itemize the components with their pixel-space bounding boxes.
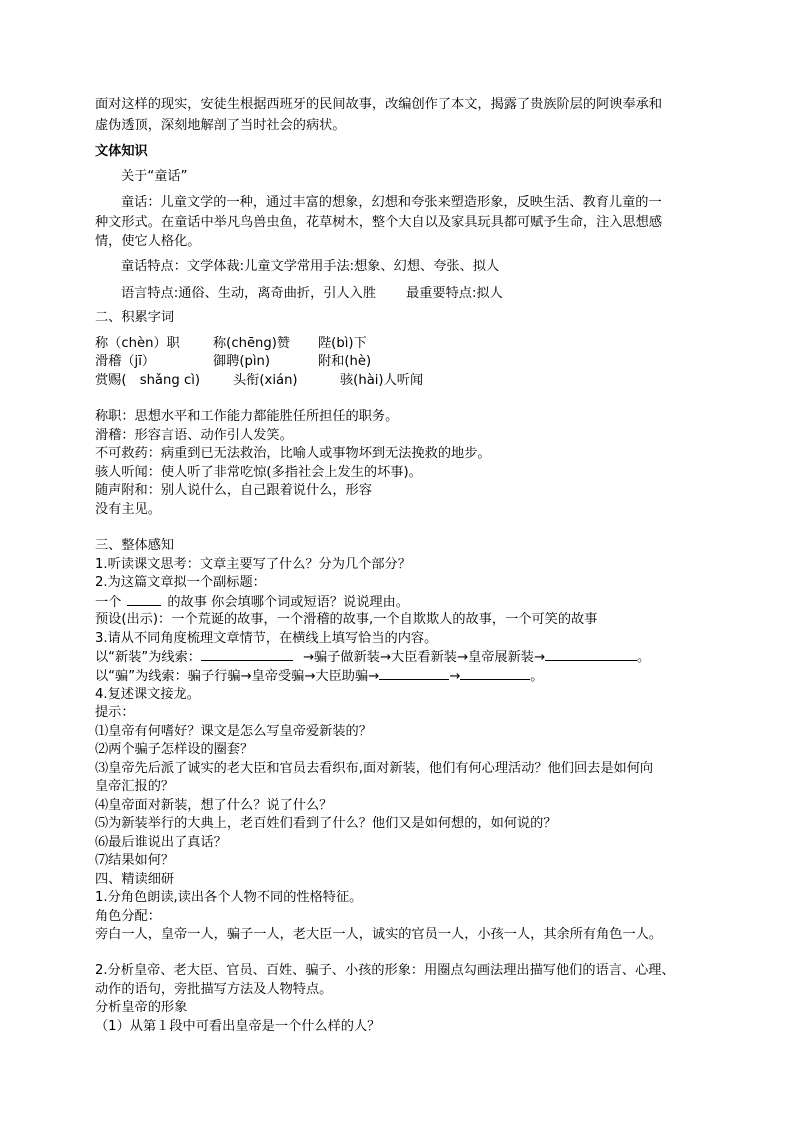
subtitle-suffix: 的故事 你会填哪个词或短语？说说理由。 (167, 595, 409, 610)
subtitle-prefix: 一个 (95, 595, 122, 610)
clue-new-clothes (95, 648, 650, 667)
vocab-definition: 随声附和：别人说什么，自己跟着说什么，形容 (95, 483, 372, 498)
overall-heading: 三、整体感知 (95, 538, 175, 553)
hint-item: ⑵两个骗子怎样设的圈套？ (95, 742, 254, 757)
clue-new-clothes-end: 。 (637, 650, 651, 665)
vocab-item: 御聘(pìn) (213, 354, 271, 369)
roles-label: 角色分配： (95, 909, 161, 924)
clue-deception-sequence: 以“骗”为线索：骗子行骗→皇帝受骗→大臣助骗→ (95, 669, 380, 684)
hint-item: ⑴皇帝有何嗜好？课文是怎么写皇帝爱新装的？ (95, 724, 372, 739)
vocab-item: 附和(hè) (318, 354, 372, 369)
vocab-definition: 骇人听闻：使人听了非常吃惊(多指社会上发生的坏事)。 (95, 465, 422, 480)
fairy-tale-definition-3: 情，使它人格化。 (95, 234, 201, 249)
vocab-item: 称(chēng)赞 (213, 336, 291, 351)
emperor-analysis-heading: 分析皇帝的形象 (95, 1000, 188, 1015)
close-reading-heading: 四、精读细研 (95, 872, 175, 887)
fairy-tale-definition-2: 种文形式。在童话中举凡鸟兽虫鱼，花草树木，整个大自以及家具玩具都可赋予生命，注入思想感 (95, 215, 663, 230)
vocab-definition: 不可救药：病重到已无法救治，比喻人或事物坏到无法挽救的地步。 (95, 446, 491, 461)
vocab-definition: 滑稽：形容言语、动作引人发笑。 (95, 428, 293, 443)
clue-new-clothes-blank-1[interactable] (201, 648, 293, 661)
intro-line-1: 面对这样的现实，安徒生根据西班牙的民间故事，改编创作了本文，揭露了贵族阶层的阿谀奉承和 (95, 97, 663, 112)
overall-question-3: 3.请从不同角度梳理文章情节，在横线上填写恰当的内容。 (95, 631, 438, 646)
vocab-item: 骇(hài)人听闻 (340, 373, 424, 388)
clue-new-clothes-label: 以“新装”为线索： (95, 650, 201, 665)
clue-deception-arrow: → (449, 669, 461, 684)
hint-label: 提示： (95, 705, 135, 720)
subtitle-preset: 预设(出示)：一个荒诞的故事，一个滑稽的故事,一个自欺欺人的故事，一个可笑的故事 (95, 612, 598, 627)
subtitle-blank[interactable] (127, 593, 161, 606)
overall-question-2: 2.为这篇文章拟一个副标题： (95, 575, 266, 590)
fairy-tale-definition-1: 童话：儿童文学的一种，通过丰富的想象，幻想和夸张来塑造形象，反映生活、教育儿童的一 (121, 195, 662, 210)
subtitle-fill-line (95, 593, 409, 612)
vocab-definition: 称职：思想水平和工作能力都能胜任所担任的职务。 (95, 409, 399, 424)
clue-deception-blank-1[interactable] (379, 667, 449, 680)
clue-deception (95, 667, 543, 686)
vocab-item: 赏赐( shǎng cì) (95, 373, 200, 388)
close-question-2-cont: 动作的语句，旁批描写方法及人物特点。 (95, 982, 333, 997)
vocab-item: 头衔(xián) (233, 373, 298, 388)
language-features (121, 285, 503, 303)
vocab-definition: 没有主见。 (95, 502, 161, 517)
close-question-2: 2.分析皇帝、老大臣、官员、百姓、骗子、小孩的形象：用圈点勾画法理出描写他们的语言、心理、 (95, 963, 675, 978)
close-question-1: 1.分角色朗读,读出各个人物不同的性格特征。 (95, 890, 363, 905)
hint-item-cont: 皇帝汇报的？ (95, 779, 175, 794)
vocab-item: 陛(bì)下 (318, 336, 367, 351)
key-feature: 最重要特点:拟人 (406, 286, 503, 301)
hint-item: ⑸为新装举行的大典上，老百姓们看到了什么？他们又是如何想的，如何说的？ (95, 816, 557, 831)
clue-deception-end: 。 (530, 669, 544, 684)
clue-new-clothes-blank-2[interactable] (545, 648, 637, 661)
overall-question-1: 1.听读课文思考：文章主要写了什么？分为几个部分？ (95, 557, 411, 572)
vocab-heading: 二、积累字词 (95, 310, 175, 325)
overall-question-4: 4.复述课文接龙。 (95, 687, 200, 702)
language-features-text: 语言特点:通俗、生动，离奇曲折，引人入胜 (121, 286, 377, 301)
fairy-tale-features: 童话特点：文学体裁:儿童文学常用手法:想象、幻想、夸张、拟人 (121, 259, 500, 274)
vocab-item: 滑稽（jī） (95, 354, 156, 369)
hint-item: ⑷皇帝面对新装，想了什么？说了什么？ (95, 798, 333, 813)
emperor-question-1: （1）从第１段中可看出皇帝是一个什么样的人？ (95, 1019, 381, 1034)
clue-new-clothes-sequence: →骗子做新装→大臣看新装→皇帝展新装→ (302, 650, 545, 665)
genre-heading: 文体知识 (95, 144, 148, 159)
clue-deception-blank-2[interactable] (460, 667, 530, 680)
hint-item: ⑹最后谁说出了真话？ (95, 835, 227, 850)
hint-item: ⑺结果如何？ (95, 853, 175, 868)
roles-assignment: 旁白一人，皇帝一人，骗子一人，老大臣一人，诚实的官员一人，小孩一人，其余所有角色一人。 (95, 927, 663, 942)
intro-line-2: 虚伪透顶，深刻地解剖了当时社会的病状。 (95, 118, 346, 133)
genre-about: 关于“童话” (121, 169, 188, 184)
vocab-item: 称（chèn）职 (95, 336, 180, 351)
hint-item: ⑶皇帝先后派了诚实的老大臣和官员去看织布,面对新装，他们有何心理活动？他们回去是如何向 (95, 761, 654, 776)
